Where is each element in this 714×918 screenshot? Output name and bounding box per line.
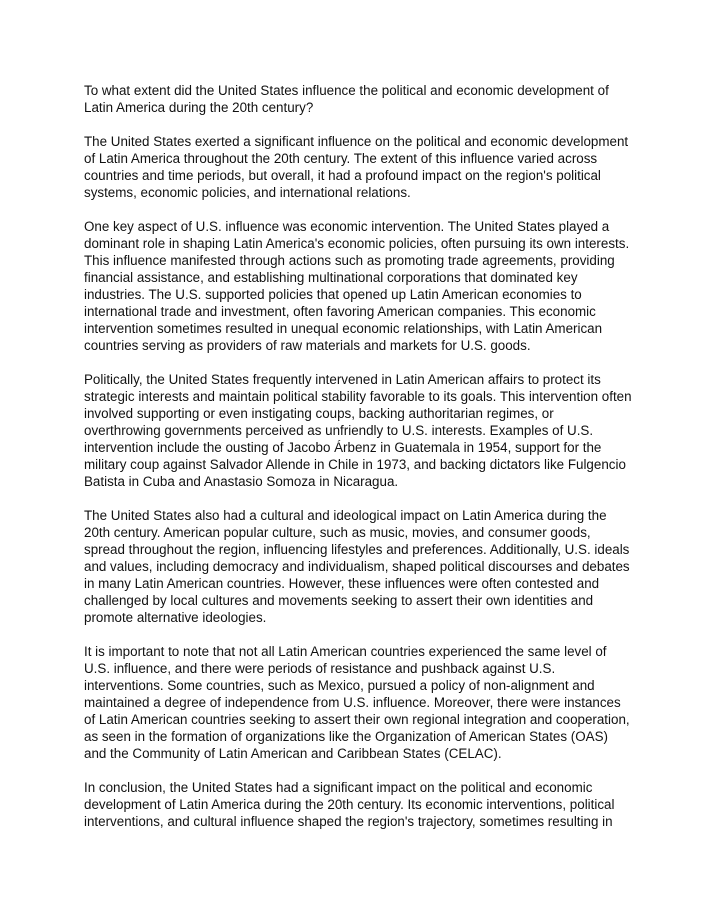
paragraph-conclusion: In conclusion, the United States had a significant impact on the political and economic development of Latin America during the 20th century. Its economic interventions, political interventions, and cultural influence shaped the region's trajectory, sometimes resulting in: [84, 780, 615, 829]
paragraph-political: Politically, the United States frequently intervened in Latin American affairs to protect its strategic interests and maintain political stability favorable to its goals. This intervention often involved supporting or even instigating coups, backing authoritarian regimes, or overthrowing governments perceived as unfriendly to U.S. interests. Examples of U.S. intervention include the ousting of Jacobo Árbenz in Guatemala in 1954, support for the military coup against Salvador Allende in Chile in 1973, and backing dictators like Fulgencio Batista in Cuba and Anastasio Somoza in Nicaragua.: [84, 372, 632, 489]
question-text: To what extent did the United States influence the political and economic development of Latin America during the 20th century?: [84, 83, 609, 115]
paragraph-intro: The United States exerted a significant influence on the political and economic development of Latin America throughout the 20th century. The extent of this influence varied across countries and time periods, but overall, it had a profound impact on the region's political systems, economic policies, and international relations.: [84, 134, 629, 200]
paragraph-variation: It is important to note that not all Latin American countries experienced the same level of U.S. influence, and there were periods of resistance and pushback against U.S. interventions. Some countries, such as Mexico, pursued a policy of non-alignment and maintained a degree of independence from U.S. influence. Moreover, there were instances of Latin American countries seeking to assert their own regional integration and cooperation, as seen in the formation of organizations like the Organization of American States (OAS) and the Community of Latin American and Caribbean States (CELAC).: [84, 644, 630, 761]
paragraph-economic: One key aspect of U.S. influence was economic intervention. The United States played a dominant role in shaping Latin America's economic policies, often pursuing its own interests. This influence manifested through actions such as promoting trade agreements, providing financial assistance, and establishing multinational corporations that dominated key industries. The U.S. supported policies that opened up Latin American economies to international trade and investment, often favoring American companies. This economic intervention sometimes resulted in unequal economic relationships, with Latin American countries serving as providers of raw materials and markets for U.S. goods.: [84, 219, 630, 353]
document-page: [84, 82, 634, 847]
paragraph-cultural: The United States also had a cultural and ideological impact on Latin America during the 20th century. American popular culture, such as music, movies, and consumer goods, spread throughout the region, influencing lifestyles and preferences. Additionally, U.S. ideals and values, including democracy and individualism, shaped political discourses and debates in many Latin American countries. However, these influences were often contested and challenged by local cultures and movements seeking to assert their own identities and promote alternative ideologies.: [84, 508, 630, 625]
